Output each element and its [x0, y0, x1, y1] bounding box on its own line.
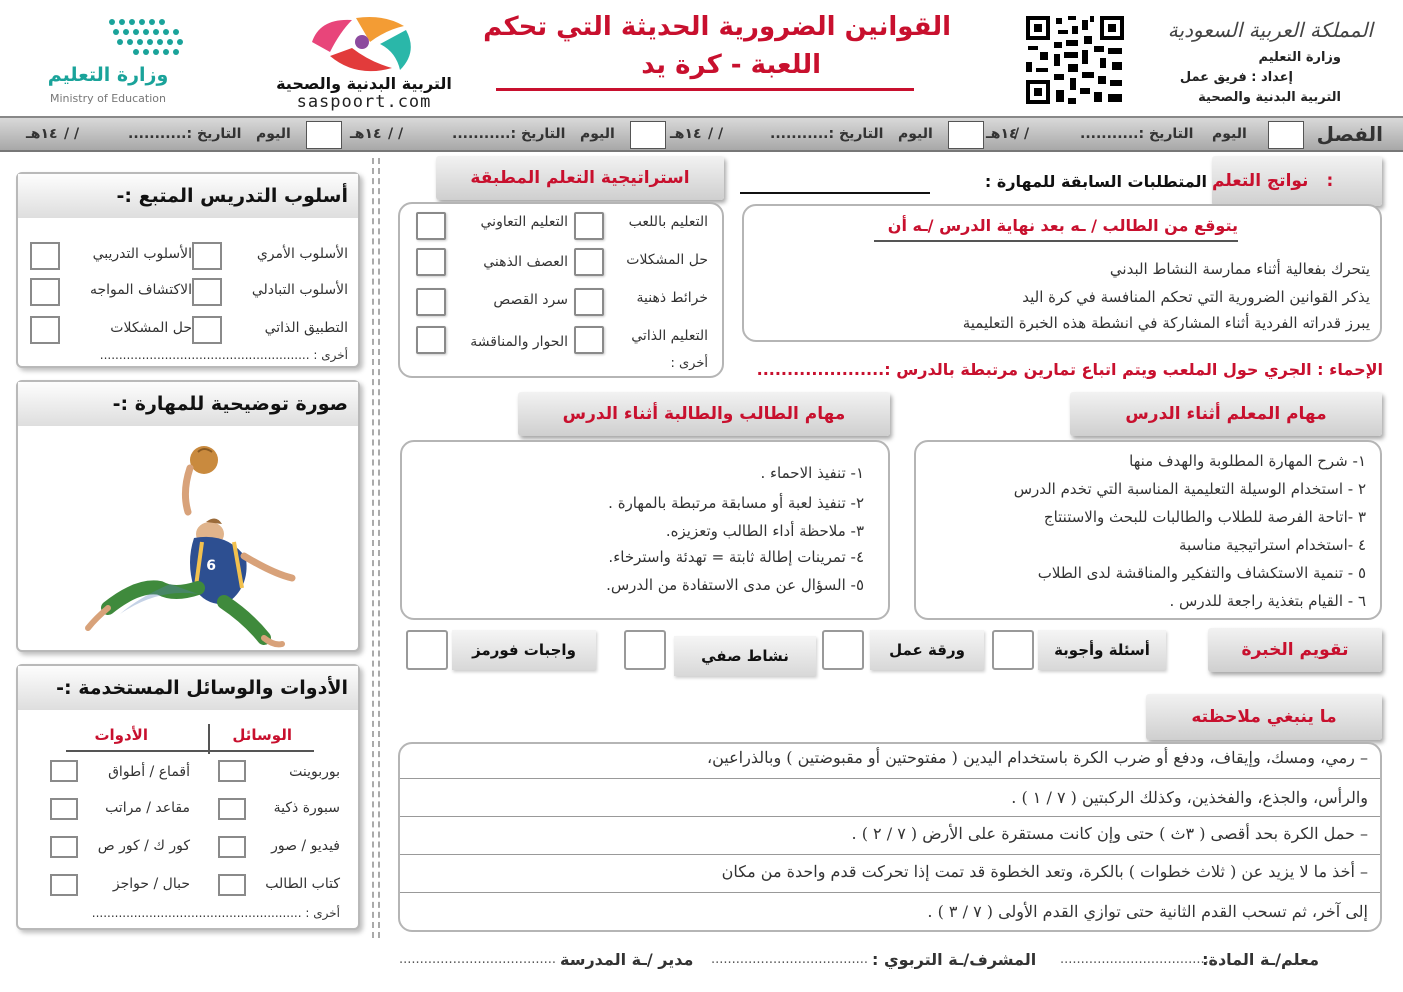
teaching-style-label: الأسلوب التبادلي: [251, 282, 348, 298]
day-box-3[interactable]: [630, 121, 666, 149]
teacher-task-item: ٣ -اتاحة الفرصة للطلاب والطالبات للبحث والاستنتاج: [1043, 508, 1366, 526]
strategy-checkbox[interactable]: [416, 326, 446, 354]
teaching-style-checkbox[interactable]: [30, 316, 60, 344]
note-rule: [400, 816, 1380, 817]
header: [0, 0, 1403, 116]
teacher-task-item: ٦ - القيام بتغذية راجعة للدرس .: [1169, 592, 1366, 610]
teaching-style-label: التطبيق الذاتي: [264, 320, 348, 336]
means-item: بوربوينت: [289, 764, 340, 780]
strategy-checkbox[interactable]: [574, 248, 604, 276]
teaching-style-label: حل المشكلات: [110, 320, 192, 336]
day-label-4: اليوم: [256, 126, 291, 142]
outcome-item: يذكر القوانين الضرورية التي تحكم المنافسة في كرة اليد: [1022, 288, 1370, 306]
prereq-label: المتطلبات السابقة للمهارة :: [984, 172, 1207, 191]
prereq-underline[interactable]: [740, 192, 930, 194]
tools-item: حبال / حواجز: [112, 876, 190, 892]
principal-signature-dots[interactable]: ......................................: [398, 952, 556, 967]
means-item: كتاب الطالب: [265, 876, 340, 892]
table-column-rule: [208, 724, 210, 754]
note-rule: [400, 778, 1380, 779]
evaluation-checkbox[interactable]: [406, 630, 448, 670]
teacher-signature-dots[interactable]: ......................................: [1060, 952, 1218, 967]
date-label-2: التاريخ :...........: [770, 126, 884, 142]
date-label-1: التاريخ :...........: [1080, 126, 1194, 142]
note-line: والرأس، والجذع، والفخذين، وكذلك الركبتين ( ٧ / ١ ) .: [1011, 788, 1368, 807]
note-line: إلى آخر، ثم تسحب القدم الثانية حتى توازي القدم الأولى ( ٧ / ٣ ) .: [927, 902, 1368, 921]
moe-logo-icon: [106, 16, 188, 58]
lesson-title-line1: القوانين الضرورية الحديثة التي تحكم: [483, 12, 951, 42]
principal-signature-label: مدير /ـة المدرسة: [560, 950, 694, 969]
tools-item: كور ك / كور ص: [97, 838, 190, 854]
strategy-label: التعليم الذاتي: [631, 328, 708, 344]
outcomes-tab-label: نواتج التعلم: [1212, 171, 1309, 191]
strategy-label: خرائط ذهنية: [636, 290, 708, 306]
student-task-item: ٣- ملاحظة أداء الطالب وتعزيزه.: [665, 522, 864, 540]
class-label: الفصل: [1316, 122, 1383, 146]
year-3: ١٤هـ: [350, 126, 382, 142]
class-box[interactable]: [1268, 121, 1304, 149]
notes-tab: ما ينبغي ملاحظته: [1146, 694, 1382, 740]
strategy-checkbox[interactable]: [574, 326, 604, 354]
tools-checkbox[interactable]: [50, 760, 78, 782]
day-box-4[interactable]: [306, 121, 342, 149]
means-checkbox[interactable]: [218, 836, 246, 858]
strategy-checkbox[interactable]: [416, 288, 446, 316]
strategy-label: التعليم باللعب: [628, 214, 708, 230]
outcome-item: يتحرك بفعالية أثناء ممارسة النشاط البدني: [1109, 260, 1370, 278]
note-rule: [400, 892, 1380, 893]
year-1: ١٤هـ: [986, 126, 1018, 142]
handball-player-illustration: [78, 438, 318, 648]
date-label-4: التاريخ :...........: [128, 126, 242, 142]
means-checkbox[interactable]: [218, 874, 246, 896]
tools-checkbox[interactable]: [50, 836, 78, 858]
teaching-style-checkbox[interactable]: [192, 316, 222, 344]
sidebar-separator: [378, 158, 380, 938]
tools-checkbox[interactable]: [50, 874, 78, 896]
teacher-task-item: ٤ -استخدام استراتيجية مناسبة: [1179, 536, 1366, 554]
teacher-task-item: ٢ - استخدام الوسيلة التعليمية المناسبة التي تخدم الدرس: [1013, 480, 1366, 498]
means-item: فيديو / صور: [271, 838, 340, 854]
sidebar-separator: [372, 158, 374, 938]
teaching-style-checkbox[interactable]: [30, 278, 60, 306]
year-4: ١٤هـ: [26, 126, 58, 142]
date-slashes-2: / /: [708, 126, 724, 142]
student-task-item: ٥- السؤال عن مدى الاستفادة من الدرس.: [606, 576, 864, 594]
teacher-task-item: ١- شرح المهارة المطلوبة والهدف منها: [1129, 452, 1366, 470]
strategy-label: حل المشكلات: [626, 252, 708, 268]
note-rule: [400, 854, 1380, 855]
site-logo-text: التربية البدنية والصحية: [276, 74, 452, 93]
warmup-text: الإحماء : الجري حول الملعب ويتم اتباع تمارين مرتبطة بالدرس :.....................: [756, 360, 1383, 379]
qr-code-icon: [1024, 14, 1126, 106]
evaluation-tab: تقويم الخبرة: [1208, 628, 1382, 672]
student-tasks-tab: مهام الطالب والطالبة أثناء الدرس: [518, 392, 890, 436]
teaching-style-checkbox[interactable]: [192, 242, 222, 270]
kingdom-calligraphy: المملكة العربية السعودية: [1167, 18, 1373, 42]
strategy-label: التعليم التعاوني: [480, 214, 568, 230]
outcomes-tab: [1212, 156, 1382, 206]
notes-panel: [398, 742, 1382, 932]
teacher-tasks-panel: [914, 440, 1382, 620]
student-task-item: ٤- تمرينات إطالة ثابتة = تهدئة واسترخاء.: [608, 548, 864, 566]
tools-title: الأدوات والوسائل المستخدمة :-: [18, 666, 358, 710]
title-underline: [496, 88, 914, 91]
department-label: التربية البدنية والصحية: [1198, 90, 1341, 105]
strategy-other-label: أخرى :: [670, 356, 708, 371]
evaluation-option-label: أسئلة وأجوبة: [1038, 630, 1166, 670]
supervisor-signature-label: المشرف/ـة التربوي :: [872, 950, 1037, 969]
teacher-tasks-tab: مهام المعلم أثناء الدرس: [1070, 392, 1382, 436]
tools-panel: [16, 664, 360, 930]
date-slashes-4: / /: [64, 126, 80, 142]
outcomes-heading: يتوقع من الطالب / ـه بعد نهاية الدرس /ـه أن: [887, 216, 1238, 235]
strategy-label: الحوار والمناقشة: [470, 334, 568, 350]
note-line: – حمل الكرة بحد أقصى ( ٣ث ) حتى وإن كانت مستقرة على الأرض ( ٧ / ٢ ) .: [851, 824, 1368, 843]
strategy-checkbox[interactable]: [574, 212, 604, 240]
evaluation-checkbox[interactable]: [822, 630, 864, 670]
prepared-by-label: إعداد : فريق عمل: [1179, 70, 1293, 85]
day-label-3: اليوم: [580, 126, 615, 142]
ministry-label: وزارة التعليم: [1258, 50, 1341, 65]
note-line: – رمي، ومسك، وإيقاف، ودفع أو ضرب الكرة باستخدام اليدين ( مفتوحتين أو مقبوضتين ) وبالذراعين،: [706, 748, 1368, 767]
teaching-style-label: الأسلوب التدريبي: [92, 246, 192, 262]
tools-column-header: الأدوات: [94, 726, 148, 744]
lesson-title-line2: اللعبة - كرة يد: [641, 50, 821, 80]
student-task-item: ٢- تنفيذ لعبة أو مسابقة مرتبطة بالمهارة .: [608, 494, 864, 512]
means-checkbox[interactable]: [218, 760, 246, 782]
site-url: saspoort.com: [296, 92, 432, 112]
teaching-style-other: أخرى : .......................................................: [99, 348, 348, 362]
note-line: – أخذ ما لا يزيد عن ( ثلاث خطوات ) بالكرة، وتعد الخطوة قد تمت إذا تحركت قدم واحدة من مكان: [721, 862, 1368, 881]
tools-item: أقماع / أطواق: [108, 764, 190, 780]
teacher-task-item: ٥ - تنمية الاستكشاف والتفكير والمناقشة لدى الطلاب: [1037, 564, 1366, 582]
evaluation-option-label: نشاط صفي: [674, 636, 816, 676]
tools-item: مقاعد / مراتب: [105, 800, 190, 816]
strategy-checkbox[interactable]: [416, 212, 446, 240]
date-slashes-1: / /: [1014, 126, 1030, 142]
teaching-style-title: أسلوب التدريس المتبع :-: [18, 174, 358, 218]
means-item: سبورة ذكية: [273, 800, 340, 816]
strategy-label: العصف الذهني: [483, 254, 568, 270]
strategy-checkbox[interactable]: [416, 248, 446, 276]
date-bar: [0, 116, 1403, 152]
evaluation-checkbox[interactable]: [624, 630, 666, 670]
jersey-number: 6: [206, 558, 216, 574]
outcome-item: يبرز قدراته الفردية أثناء المشاركة في انشطة هذه الخبرة التعليمية: [962, 314, 1370, 332]
student-task-item: ١- تنفيذ الاحماء .: [760, 464, 864, 482]
supervisor-signature-dots[interactable]: ......................................: [710, 952, 868, 967]
evaluation-option-label: واجبات فورمز: [452, 630, 596, 670]
skill-image-panel: [16, 380, 360, 652]
day-label-2: اليوم: [898, 126, 933, 142]
year-2: ١٤هـ: [670, 126, 702, 142]
tools-checkbox[interactable]: [50, 798, 78, 820]
tools-other: أخرى : .......................................................: [91, 906, 340, 920]
teacher-signature-label: معلم/ـة المادة:: [1202, 950, 1319, 969]
teaching-style-label: الأسلوب الأمري: [256, 246, 348, 262]
student-tasks-panel: [400, 440, 890, 620]
teaching-style-checkbox[interactable]: [192, 278, 222, 306]
date-label-3: التاريخ :...........: [452, 126, 566, 142]
strategies-tab: استراتيجية التعلم المطبقة: [436, 156, 724, 200]
strategies-panel: [398, 202, 724, 378]
day-box-2[interactable]: [948, 121, 984, 149]
outcomes-colon: :: [1326, 171, 1334, 191]
teaching-style-panel: [16, 172, 360, 368]
day-label-1: اليوم: [1212, 126, 1247, 142]
means-checkbox[interactable]: [218, 798, 246, 820]
moe-logo-arabic: وزارة التعليم: [47, 64, 169, 86]
outcomes-heading-underline: [874, 240, 1238, 242]
teaching-style-checkbox[interactable]: [30, 242, 60, 270]
strategy-checkbox[interactable]: [574, 288, 604, 316]
teaching-style-label: الاكتشاف المواجه: [89, 282, 192, 298]
evaluation-option-label: ورقة عمل: [870, 630, 984, 670]
site-logo-icon: [300, 12, 420, 78]
means-column-header: الوسائل: [232, 726, 292, 744]
outcomes-panel: [742, 204, 1382, 342]
skill-image-title: صورة توضيحية للمهارة :-: [18, 382, 358, 426]
date-slashes-3: / /: [388, 126, 404, 142]
strategy-label: سرد القصص: [493, 292, 568, 308]
evaluation-checkbox[interactable]: [992, 630, 1034, 670]
moe-logo-english: Ministry of Education: [49, 92, 166, 105]
table-header-rule: [66, 750, 314, 752]
